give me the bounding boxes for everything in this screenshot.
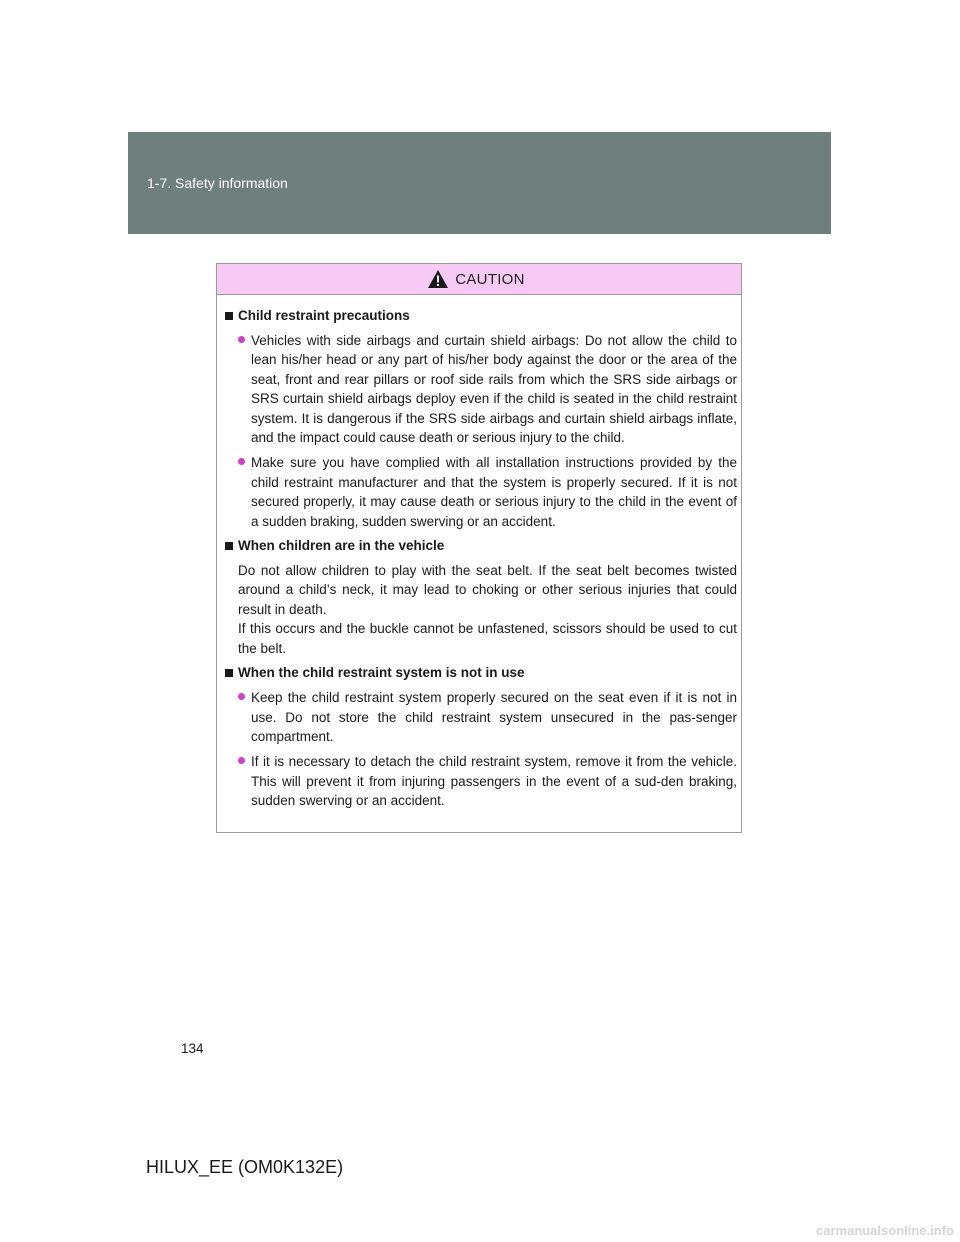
topic-heading (225, 537, 737, 555)
list-item-text: Keep the child restraint system properly secured on the seat even if it is not in use. Do not store the child restraint system unsecured in the pas-senger compartment. (251, 690, 737, 744)
circle-bullet-icon (238, 757, 245, 764)
topic-heading (225, 664, 737, 682)
topic-paragraph (238, 561, 737, 658)
circle-bullet-icon (238, 336, 245, 343)
square-bullet-icon (225, 312, 233, 320)
caution-box (216, 263, 742, 833)
topic-title: Child restraint precautions (238, 308, 410, 323)
page-number: 134 (181, 1041, 204, 1056)
paragraph-line: If this occurs and the buckle cannot be unfastened, scissors should be used to cut the belt. (238, 621, 737, 656)
warning-triangle-icon (427, 269, 449, 289)
caution-header (217, 264, 741, 295)
circle-bullet-icon (238, 693, 245, 700)
watermark: carmanualsonline.info (816, 1223, 954, 1238)
topic-title: When children are in the vehicle (238, 538, 445, 554)
model-code: HILUX_EE (OM0K132E) (146, 1157, 344, 1177)
list-item (238, 453, 737, 531)
square-bullet-icon (225, 669, 233, 677)
caution-label: CAUTION (455, 270, 525, 288)
list-item (238, 331, 737, 447)
list-item (238, 752, 737, 810)
topic-title: When the child restraint system is not in use (238, 665, 525, 681)
list-item-text: If it is necessary to detach the child restraint system, remove it from the vehicle. This will prevent it from injuring passengers in the event of a sud-den braking, sudden swerving or an accident. (251, 754, 737, 809)
paragraph-line: Do not allow children to play with the seat belt. If the seat belt becomes twisted around a child’s neck, it may lead to choking or other serious injuries that could result in death. (238, 563, 737, 617)
list-item (238, 688, 737, 746)
list-item-text: Make sure you have complied with all installation instructions provided by the child restraint manufacturer and that the system is properly secured. If it is not secured properly, it may cause death or serious injury to the child in the event of a sudden braking, sudden swerving or an accident. (251, 455, 737, 529)
section-title: 1-7. Safety information (147, 175, 288, 191)
square-bullet-icon (225, 542, 233, 550)
topic-heading (225, 307, 737, 325)
list-item-text: Vehicles with side airbags and curtain shield airbags: Do not allow the child to lean his/her head or any part of his/her body against the door or the area of the seat, front and rear pillars or roof side rails from which the SRS side airbags or SRS curtain shield airbags deploy even if the child is seated in the child restraint system. It is dangerous if the SRS side airbags and curtain shield airbags inflate, and the impact could cause death or serious injury to the child. (251, 333, 737, 446)
caution-body (217, 295, 741, 811)
circle-bullet-icon (238, 458, 245, 465)
